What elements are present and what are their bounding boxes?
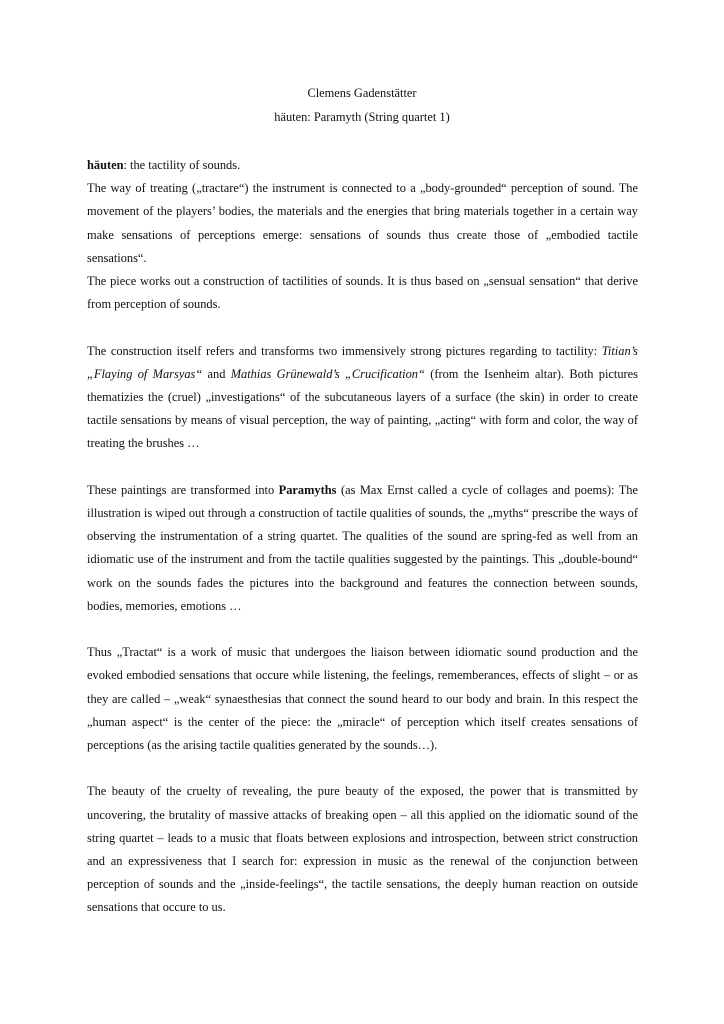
pictures-text-a: The construction itself refers and transforms two immensively strong pictures regarding to tactility: [87, 343, 602, 358]
term-haeuten: häuten [87, 158, 124, 172]
paragraph-treating: The way of treating („tractare“) the instrument is connected to a „body-grounded“ perception of sound. The movement of the players’ bodies, the materials and the energies that bring materials together in a certain way make sensations of perceptions emerge: sensations of sounds thus create those of „embodied tactile sensations“. [87, 181, 638, 265]
gruenewald-title: Mathias Grünewald’s „Crucification“ [230, 366, 425, 381]
pictures-text-b: (from the Isenheim altar). Both pictures thematizies the (cruel) „investigations“ of the subcutaneous layers of a surface (the skin) in order to create tactile sensations by means of visual perception, the way of painting, „acting“ with form and color, the way of treating the brushes … [87, 366, 638, 451]
document-title: häuten: Paramyth (String quartet 1) [274, 110, 450, 124]
paragraph-intro [87, 154, 638, 177]
paragraph-gap [87, 757, 638, 780]
author-name: Clemens Gadenstätter [307, 86, 417, 100]
paramyths-text-b: (as Max Ernst called a cycle of collages and poems): The illustration is wiped out through a construction of tactile qualities of sounds, the „myths“ prescribe the ways of observing the instrumentation of a string quartet. The qualities of the sound are spring-fed as well from an idiomatic use of the instrument and from the tactile qualities suggested by the paintings. This „double-bound“ work on the sounds fades the pictures into the background and features the connection between sounds, bodies, memories, emotions … [87, 482, 638, 613]
paragraph-tractat: Thus „Tractat“ is a work of music that undergoes the liaison between idiomatic sound production and the evoked embodied sensations that occure while listening, the feelings, rememberances, effects of slight – or as they are called – „weak“ synaesthesias that connect the sound heard to our body and brain. In this respect the „human aspect“ is the center of the piece: the „miracle“ of perception which itself creates sensations of perceptions (as the arising tactile qualities generated by the sounds…). [87, 645, 638, 753]
paramyths-text-a: These paintings are transformed into [87, 482, 279, 497]
paragraph-construction-tactilities: The piece works out a construction of tactilities of sounds. It is thus based on „sensual sensation“ that derive from perception of sounds. [87, 274, 638, 312]
pictures-and: and [202, 366, 231, 381]
paragraph-gap [87, 316, 638, 339]
term-paramyths: Paramyths [278, 482, 337, 497]
paragraph-pictures [87, 340, 638, 456]
document-body [87, 154, 638, 920]
intro-text: : the tactility of sounds. [123, 158, 241, 172]
paragraph-beauty: The beauty of the cruelty of revealing, the pure beauty of the exposed, the power that is transmitted by uncovering, the brutality of massive attacks of breaking open – all this applied on the idiomatic sound of the string quartet – leads to a music that floats between explosions and introspection, between strict construction and an expressiveness that I search for: expression in music as the renewal of the conjunction between perception of sounds and the „inside-feelings“, the tactile sensations, the deeply human reaction on outside sensations that occure to us. [87, 784, 638, 915]
titian-title: Titian’s „Flaying of Marsyas“ [87, 343, 638, 381]
paragraph-gap [87, 456, 638, 479]
paragraph-gap [87, 618, 638, 641]
paragraph-paramyths [87, 479, 638, 618]
